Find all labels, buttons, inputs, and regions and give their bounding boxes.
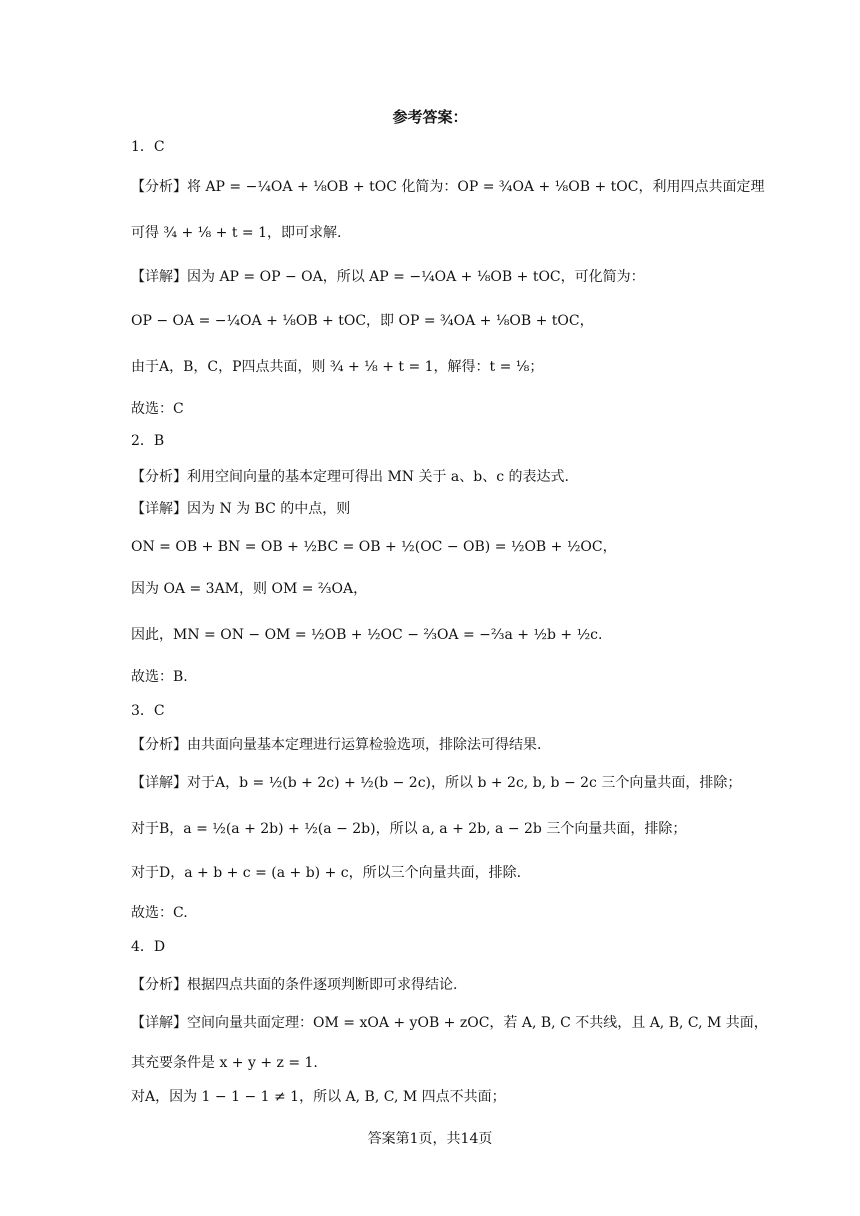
- answer-line-q1-analysis-1: 【分析】将 AP = −¼OA + ⅛OB + tOC 化简为：OP = ¾OA + ⅛OB + tOC，利用四点共面定理: [131, 179, 765, 195]
- answer-line-q2-analysis: 【分析】利用空间向量的基本定理可得出 MN 关于 a、b、c 的表达式.: [131, 469, 569, 485]
- answer-line-q1-analysis-2: 可得 ¾ + ⅛ + t = 1，即可求解.: [131, 225, 342, 241]
- answer-line-q3-choice: 故选：C.: [131, 905, 188, 921]
- answer-line-q2-choice: 故选：B.: [131, 669, 188, 685]
- answer-line-q3-detail-2: 对于B，a = ½(a + 2b) + ½(a − 2b)，所以 a, a + 2b, a − 2b 三个向量共面，排除；: [131, 821, 687, 837]
- answer-line-q3: 3．C: [131, 703, 165, 719]
- answer-line-q2-detail-2: ON = OB + BN = OB + ½BC = OB + ½(OC − OB) = ½OB + ½OC，: [131, 539, 617, 555]
- page-title: 参考答案：: [392, 108, 468, 126]
- answer-line-q1-choice: 故选：C: [131, 401, 184, 417]
- answer-line-q4-detail-2: 其充要条件是 x + y + z = 1.: [131, 1055, 318, 1071]
- answer-line-q2-detail-3: 因为 OA = 3AM，则 OM = ⅔OA，: [131, 581, 368, 597]
- answer-line-q1-detail-2: OP − OA = −¼OA + ⅛OB + tOC，即 OP = ¾OA + ⅛OB + tOC，: [131, 313, 594, 329]
- answer-line-q2-detail-4: 因此，MN = ON − OM = ½OB + ½OC − ⅔OA = −⅔a + ½b + ½c.: [131, 627, 603, 643]
- page-footer: 答案第1页，共14页: [367, 1131, 493, 1147]
- answer-line-q4-detail-1: 【详解】空间向量共面定理：OM = xOA + yOB + zOC，若 A, B, C 不共线，且 A, B, C, M 共面，: [131, 1015, 768, 1031]
- answer-line-q1: 1．C: [131, 139, 165, 155]
- answer-line-q1-detail-3: 由于A，B，C，P四点共面，则 ¾ + ⅛ + t = 1，解得：t = ⅛；: [131, 359, 544, 375]
- answer-line-q4: 4．D: [131, 939, 166, 955]
- answer-line-q1-detail-1: 【详解】因为 AP = OP − OA，所以 AP = −¼OA + ⅛OB + tOC，可化简为：: [131, 269, 645, 285]
- answer-line-q2: 2．B: [131, 433, 165, 449]
- answer-line-q4-detail-3: 对A，因为 1 − 1 − 1 ≠ 1，所以 A, B, C, M 四点不共面；: [131, 1089, 506, 1105]
- answer-line-q3-detail-3: 对于D，a + b + c = (a + b) + c，所以三个向量共面，排除.: [131, 865, 522, 881]
- answer-line-q3-detail-1: 【详解】对于A，b = ½(b + 2c) + ½(b − 2c)，所以 b + 2c, b, b − 2c 三个向量共面，排除；: [131, 775, 742, 791]
- answer-line-q2-detail-1: 【详解】因为 N 为 BC 的中点，则: [131, 501, 351, 517]
- answer-line-q4-analysis: 【分析】根据四点共面的条件逐项判断即可求得结论.: [131, 977, 458, 993]
- answer-line-q3-analysis: 【分析】由共面向量基本定理进行运算检验选项，排除法可得结果.: [131, 737, 542, 753]
